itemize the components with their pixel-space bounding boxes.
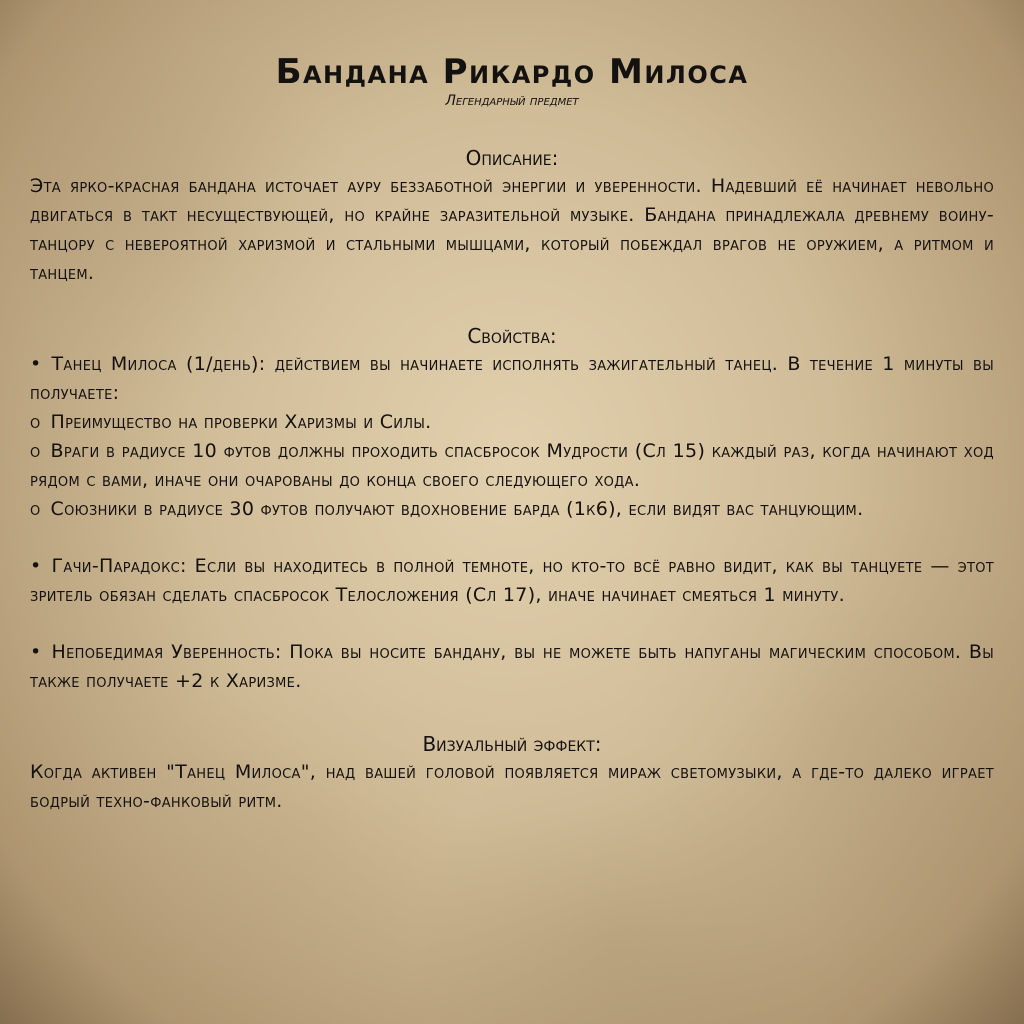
property-item — [30, 350, 994, 408]
property-text: Танец Милоса (1/день): действием вы начинаете исполнять зажигательный танец. В течение 1 минуты вы получаете: — [30, 353, 994, 404]
property-item — [30, 638, 994, 696]
property-subitem — [30, 495, 994, 524]
property-item — [30, 552, 994, 610]
property-subitem-text: Союзники в радиусе 30 футов получают вдохновение барда (1к6), если видят вас танцующим. — [50, 498, 864, 520]
description-heading: Описание: — [465, 146, 559, 170]
visual-effect-text: Когда активен "Танец Милоса", над вашей головой появляется мираж светомузыки, а где-то далеко играет бодрый техно-фанковый ритм. — [30, 761, 994, 812]
property-subitem — [30, 437, 994, 495]
bullet-icon: • — [30, 353, 42, 375]
properties-heading: Свойства: — [467, 324, 557, 348]
bullet-icon: • — [30, 641, 42, 663]
sub-bullet-icon: o — [30, 411, 41, 433]
item-card — [30, 50, 994, 1004]
property-text: Гачи-Парадокс: Если вы находитесь в полной темноте, но кто-то всё равно видит, как вы танцуете — этот зритель обязан сделать спасбросок Телосложения (Сл 17), иначе начинает смеяться 1 минуту. — [30, 555, 994, 606]
sub-bullet-icon: o — [30, 440, 41, 462]
item-title: Бандана Рикардо Милоса — [275, 52, 749, 92]
property-subitem-text: Враги в радиусе 10 футов должны проходить спасбросок Мудрости (Сл 15) каждый раз, когда начинают ход рядом с вами, иначе они очарованы до конца своего следующего хода. — [30, 440, 994, 491]
visual-effect-heading: Визуальный эффект: — [422, 732, 602, 756]
sub-bullet-icon: o — [30, 498, 41, 520]
item-rarity: Легендарный предмет — [445, 93, 579, 109]
description-text: Эта ярко-красная бандана источает ауру беззаботной энергии и уверенности. Надевший её начинает невольно двигаться в такт несуществующей, но крайне заразительной музыке. Бандана принадлежала древнему воину-танцору с невероятной харизмой и стальными мышцами, который побеждал врагов не оружием, а ритмом и танцем. — [30, 175, 994, 284]
description-section — [30, 144, 994, 288]
bullet-icon: • — [30, 555, 42, 577]
properties-section — [30, 322, 994, 696]
property-subitem-text: Преимущество на проверки Харизмы и Силы. — [50, 411, 432, 433]
visual-effect-section — [30, 730, 994, 816]
property-subitem — [30, 408, 994, 437]
property-text: Непобедимая Уверенность: Пока вы носите бандану, вы не можете быть напуганы магическим способом. Вы также получаете +2 к Харизме. — [30, 641, 994, 692]
